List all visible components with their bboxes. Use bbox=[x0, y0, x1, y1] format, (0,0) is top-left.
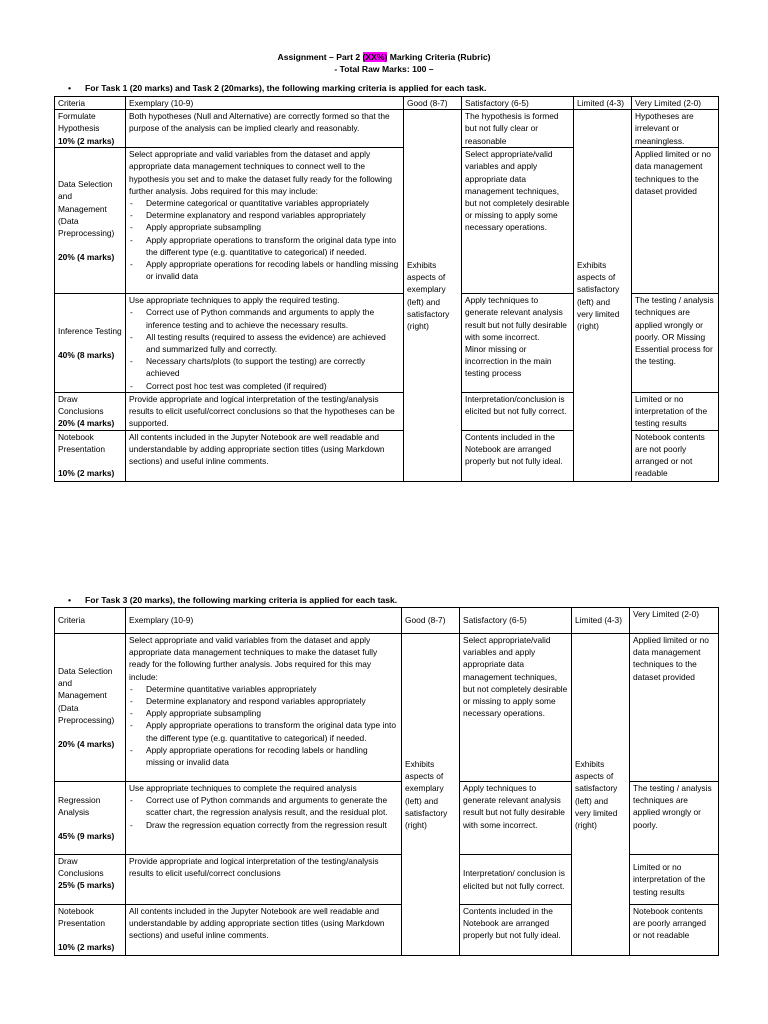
criteria-name: Draw Conclusions bbox=[58, 856, 104, 879]
list-item: - Determine quantitative variables appropriately bbox=[129, 683, 398, 695]
very-limited-cell: The testing / analysis techniques are applied wrongly or poorly. OR Missing Essential process for the testing. bbox=[632, 294, 719, 393]
list-item: - Draw the regression equation correctly from the regression result bbox=[129, 819, 398, 831]
header-good: Good (8-7) bbox=[402, 608, 460, 634]
list-item: - Correct post hoc test was completed (if required) bbox=[129, 380, 400, 392]
header-good: Good (8-7) bbox=[404, 97, 462, 110]
criteria-name: Draw Conclusions bbox=[58, 393, 104, 417]
criteria-cell bbox=[55, 782, 126, 855]
document-title bbox=[0, 52, 768, 63]
limited-cell: Exhibits aspects of satisfactory (left) and very limited (right) bbox=[572, 634, 630, 956]
table-row bbox=[55, 110, 719, 148]
criteria-cell bbox=[55, 855, 126, 905]
title-highlight: (XX%) bbox=[362, 52, 388, 62]
criteria-name: Data Selection and Management (Data Preprocessing) bbox=[58, 665, 115, 725]
criteria-cell bbox=[55, 634, 126, 782]
exemplary-cell: Provide appropriate and logical interpretation of the testing/analysis results to elicit useful/correct conclusions so that the hypotheses can be supported. bbox=[126, 392, 404, 430]
header-criteria: Criteria bbox=[55, 608, 126, 634]
criteria-cell bbox=[55, 905, 126, 956]
very-limited-cell: Notebook contents are poorly arranged or not readable bbox=[630, 905, 719, 956]
header-exemplary: Exemplary (10-9) bbox=[126, 608, 402, 634]
section1-intro-text: For Task 1 (20 marks) and Task 2 (20marks), the following marking criteria is applied for each task. bbox=[85, 83, 487, 93]
criteria-marks: 20% (4 marks) bbox=[58, 738, 115, 749]
exemplary-text: Select appropriate and valid variables from the dataset and apply appropriate data management techniques to make the dataset fully ready for the following further analysis. Jobs required for this may include: bbox=[129, 635, 378, 682]
section1-intro bbox=[68, 83, 486, 94]
list-item: - Determine explanatory and respond variables appropriately bbox=[129, 209, 400, 221]
list-item: - Apply appropriate subsampling bbox=[129, 221, 400, 233]
list-item: - Apply appropriate operations to transform the original data type into the different type (e.g. quantitative to categorical) if needed. bbox=[129, 234, 400, 258]
very-limited-cell: Notebook contents are not poorly arranged or not readable bbox=[632, 430, 719, 481]
requirement-list bbox=[129, 306, 400, 391]
satisfactory-cell: The hypothesis is formed but not fully clear or reasonable bbox=[462, 110, 574, 148]
exemplary-cell: Both hypotheses (Null and Alternative) are correctly formed so that the purpose of the analysis can be implied clearly and reasonably. bbox=[126, 110, 404, 148]
limited-cell: Exhibits aspects of satisfactory (left) and very limited (right) bbox=[574, 110, 632, 482]
bullet-icon: • bbox=[68, 595, 72, 605]
criteria-marks: 10% (2 marks) bbox=[58, 942, 115, 953]
good-cell: Exhibits aspects of exemplary (left) and satisfactory (right) bbox=[404, 110, 462, 482]
criteria-name: Inference Testing bbox=[58, 325, 122, 336]
criteria-cell bbox=[55, 148, 126, 294]
table-header-row bbox=[55, 608, 719, 634]
criteria-marks: 20% (4 marks) bbox=[58, 252, 115, 263]
title-text-end: Marking Criteria (Rubric) bbox=[387, 52, 491, 62]
criteria-name: Notebook Presentation bbox=[58, 431, 106, 455]
section2-intro bbox=[68, 595, 397, 606]
exemplary-cell bbox=[126, 634, 402, 782]
header-exemplary: Exemplary (10-9) bbox=[126, 97, 404, 110]
requirement-list bbox=[129, 683, 398, 768]
satisfactory-cell: Select appropriate/valid variables and apply appropriate data management techniques, but not completely desirable or missing to apply some necessary operations. bbox=[460, 634, 572, 782]
requirement-list bbox=[129, 197, 400, 282]
very-limited-cell: Limited or no interpretation of the testing results bbox=[630, 855, 719, 905]
criteria-marks: 20% (4 marks) bbox=[58, 418, 115, 429]
exemplary-text: Select appropriate and valid variables from the dataset and apply appropriate data management techniques to connect well to the hypothesis you set and to make the dataset fully ready for the following further analysis. Jobs required for this may include: bbox=[129, 149, 393, 196]
satisfactory-cell: Interpretation/ conclusion is elicited but not fully correct. bbox=[460, 855, 572, 905]
criteria-marks: 10% (2 marks) bbox=[58, 135, 115, 146]
list-item: - Apply appropriate operations to transform the original data type into the different type (e.g. quantitative to categorical) if needed. bbox=[129, 719, 398, 743]
document-subtitle: - Total Raw Marks: 100 – bbox=[334, 64, 434, 74]
satisfactory-cell: Interpretation/conclusion is elicited but not fully correct. bbox=[462, 392, 574, 430]
criteria-cell bbox=[55, 294, 126, 393]
criteria-cell bbox=[55, 110, 126, 148]
rubric-table-1 bbox=[54, 96, 719, 482]
list-item: - Determine categorical or quantitative variables appropriately bbox=[129, 197, 400, 209]
criteria-marks: 45% (9 marks) bbox=[58, 831, 115, 842]
header-limited: Limited (4-3) bbox=[572, 608, 630, 634]
very-limited-cell: Limited or no interpretation of the testing results bbox=[632, 392, 719, 430]
exemplary-cell: All contents included in the Jupyter Notebook are well readable and understandable by adding appropriate section titles (using Markdown sections) and useful inline comments. bbox=[126, 905, 402, 956]
satisfactory-cell: Contents included in the Notebook are arranged properly but not fully ideal. bbox=[462, 430, 574, 481]
very-limited-cell: Applied limited or no data management techniques to the dataset provided bbox=[632, 148, 719, 294]
list-item: - Correct use of Python commands and arguments to generate the scatter chart, the regression analysis result, and the residual plot. bbox=[129, 794, 398, 818]
criteria-cell bbox=[55, 430, 126, 481]
header-criteria: Criteria bbox=[55, 97, 126, 110]
criteria-name: Regression Analysis bbox=[58, 794, 101, 817]
table-row bbox=[55, 634, 719, 782]
exemplary-cell: All contents included in the Jupyter Notebook are well readable and understandable by adding appropriate section titles (using Markdown sections) and useful inline comments. bbox=[126, 430, 404, 481]
criteria-name: Data Selection and Management (Data Preprocessing) bbox=[58, 179, 115, 238]
header-very-limited: Very Limited (2-0) bbox=[630, 608, 719, 634]
header-satisfactory: Satisfactory (6-5) bbox=[462, 97, 574, 110]
list-item: - Determine explanatory and respond variables appropriately bbox=[129, 695, 398, 707]
satisfactory-cell: Select appropriate/valid variables and apply appropriate data management techniques, but not completely desirable or missing to apply some necessary operations. bbox=[462, 148, 574, 294]
very-limited-cell: The testing / analysis techniques are applied wrongly or poorly. bbox=[630, 782, 719, 855]
very-limited-cell: Applied limited or no data management techniques to the dataset provided bbox=[630, 634, 719, 782]
criteria-name: Formulate Hypothesis bbox=[58, 111, 100, 134]
exemplary-cell: Provide appropriate and logical interpretation of the testing/analysis results to elicit useful/correct conclusions bbox=[126, 855, 402, 905]
bullet-icon: • bbox=[68, 83, 72, 93]
list-item: - Apply appropriate subsampling bbox=[129, 707, 398, 719]
list-item: - Correct use of Python commands and arguments to apply the inference testing and to achieve the necessary results. bbox=[129, 306, 400, 330]
list-item: - Apply appropriate operations for recoding labels or handling missing or invalid data bbox=[129, 258, 400, 282]
section2-intro-text: For Task 3 (20 marks), the following marking criteria is applied for each task. bbox=[85, 595, 398, 605]
list-item: - Apply appropriate operations for recoding labels or handling missing or invalid data bbox=[129, 744, 398, 768]
list-item: - Necessary charts/plots (to support the testing) are correctly achieved bbox=[129, 355, 400, 379]
exemplary-cell bbox=[126, 148, 404, 294]
exemplary-cell bbox=[126, 294, 404, 393]
exemplary-text: Use appropriate techniques to complete the required analysis bbox=[129, 783, 357, 793]
header-satisfactory: Satisfactory (6-5) bbox=[460, 608, 572, 634]
very-limited-cell: Hypotheses are irrelevant or meaningless. bbox=[632, 110, 719, 148]
satisfactory-cell: Apply techniques to generate relevant analysis result but not fully desirable with some incorrect. bbox=[460, 782, 572, 855]
criteria-name: Notebook Presentation bbox=[58, 906, 106, 929]
exemplary-text: Use appropriate techniques to apply the required testing. bbox=[129, 295, 340, 306]
title-text: Assignment – Part 2 bbox=[277, 52, 363, 62]
table-header-row bbox=[55, 97, 719, 110]
satisfactory-cell: Apply techniques to generate relevant analysis result but not fully desirable with some incorrect. Minor missing or incorrection in the main testing process bbox=[462, 294, 574, 393]
good-cell: Exhibits aspects of exemplary (left) and satisfactory (right) bbox=[402, 634, 460, 956]
header-very-limited: Very Limited (2-0) bbox=[632, 97, 719, 110]
criteria-marks: 25% (5 marks) bbox=[58, 880, 115, 891]
requirement-list bbox=[129, 794, 398, 831]
satisfactory-cell: Contents included in the Notebook are arranged properly but not fully ideal. bbox=[460, 905, 572, 956]
header-limited: Limited (4-3) bbox=[574, 97, 632, 110]
rubric-table-2 bbox=[54, 607, 719, 956]
exemplary-cell bbox=[126, 782, 402, 855]
criteria-marks: 10% (2 marks) bbox=[58, 468, 115, 479]
criteria-marks: 40% (8 marks) bbox=[58, 350, 115, 361]
list-item: - All testing results (required to assess the evidence) are achieved and summarized fully and correctly. bbox=[129, 331, 400, 355]
criteria-cell bbox=[55, 392, 126, 430]
